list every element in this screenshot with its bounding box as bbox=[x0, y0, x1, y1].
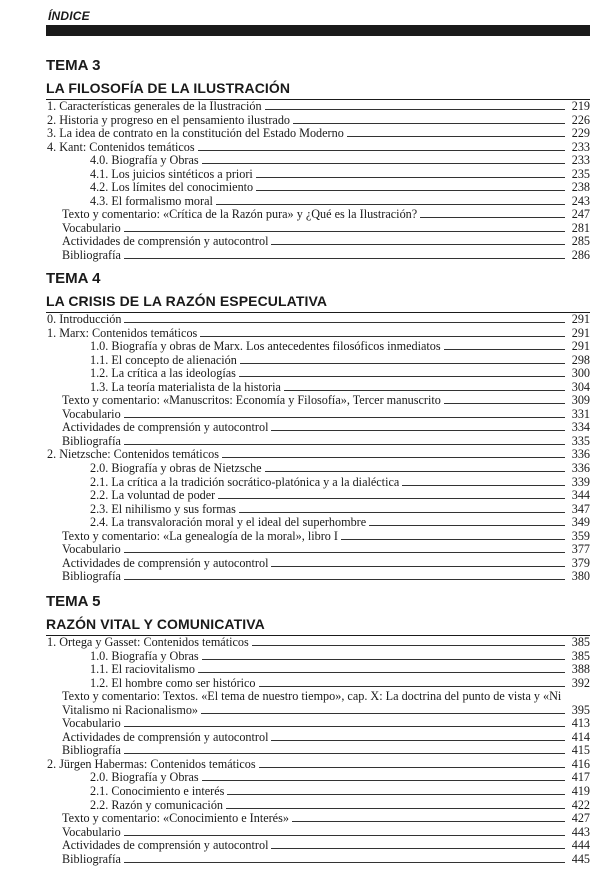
dot-leader bbox=[284, 390, 565, 391]
toc-entry bbox=[46, 530, 590, 544]
toc-entry bbox=[46, 195, 590, 209]
toc-entry bbox=[46, 717, 590, 731]
toc-entry bbox=[46, 367, 590, 381]
toc-entry-title: 1. Ortega y Gasset: Contenidos temáticos bbox=[47, 636, 249, 649]
toc-entry-title: Vocabulario bbox=[62, 825, 121, 839]
dot-leader bbox=[198, 672, 565, 673]
section-title: RAZÓN VITAL Y COMUNICATIVA bbox=[46, 616, 265, 632]
toc-page-number: 349 bbox=[571, 515, 590, 530]
toc-entry bbox=[46, 839, 590, 853]
dot-leader bbox=[271, 430, 565, 431]
toc-page-number: 298 bbox=[571, 352, 590, 367]
dot-leader bbox=[202, 659, 565, 660]
toc-entry-title: 2.3. El nihilismo y sus formas bbox=[90, 502, 236, 516]
toc-entry-title: Bibliografía bbox=[62, 744, 121, 758]
toc-page-number: 286 bbox=[571, 248, 590, 263]
header-rule bbox=[46, 25, 590, 36]
toc-entry bbox=[46, 394, 590, 408]
dot-leader bbox=[420, 217, 565, 218]
toc-page-number: 419 bbox=[571, 784, 590, 799]
section-tema-5 bbox=[46, 593, 590, 866]
toc-page-number: 335 bbox=[571, 433, 590, 448]
toc-entry bbox=[46, 340, 590, 354]
toc-page-number: 445 bbox=[571, 851, 590, 866]
toc-entry-title: 4.3. El formalismo moral bbox=[90, 194, 213, 208]
toc-entry bbox=[46, 313, 590, 327]
toc-entry bbox=[46, 235, 590, 249]
dot-leader bbox=[265, 471, 565, 472]
dot-leader bbox=[293, 123, 565, 124]
toc-entry bbox=[46, 826, 590, 840]
toc-entry bbox=[46, 421, 590, 435]
toc-page-number: 300 bbox=[571, 366, 590, 381]
toc-entry bbox=[46, 663, 590, 677]
toc-entry-title: 1. Características generales de la Ilustración bbox=[47, 100, 262, 113]
toc-entry bbox=[46, 462, 590, 476]
toc-entry-title: Texto y comentario: Textos. «El tema de nuestro tiempo», cap. X: La doctrina del punto de vista y «Ni bbox=[62, 689, 562, 704]
dot-leader bbox=[271, 244, 565, 245]
toc-entry-title: 1.3. La teoría materialista de la historia bbox=[90, 380, 281, 394]
toc-entry-title: 2.1. Conocimiento e interés bbox=[90, 785, 225, 799]
toc-entry-title: 1.1. El concepto de alienación bbox=[90, 353, 237, 367]
dot-leader bbox=[239, 512, 565, 513]
toc-page-number: 417 bbox=[571, 770, 590, 785]
dot-leader bbox=[124, 417, 565, 418]
toc-entry-title: 1.2. El hombre como ser histórico bbox=[90, 676, 256, 690]
toc-page-number: 444 bbox=[571, 838, 590, 853]
dot-leader bbox=[271, 740, 565, 741]
toc-page-number: 414 bbox=[571, 729, 590, 744]
section-kicker: TEMA 4 bbox=[46, 270, 101, 287]
section-title: LA CRISIS DE LA RAZÓN ESPECULATIVA bbox=[46, 293, 328, 309]
toc-list bbox=[46, 99, 590, 263]
toc-entry bbox=[46, 570, 590, 584]
toc-entry-title: 4. Kant: Contenidos temáticos bbox=[47, 140, 195, 154]
toc-entry-title: 2.0. Biografía y Obras bbox=[90, 771, 199, 785]
toc-page-number: 443 bbox=[571, 824, 590, 839]
toc-page-number: 219 bbox=[571, 99, 590, 113]
dot-leader bbox=[402, 485, 565, 486]
toc-page-number: 347 bbox=[571, 501, 590, 516]
toc-entry-title: 0. Introducción bbox=[47, 313, 122, 326]
dot-leader bbox=[222, 457, 565, 458]
toc-entry-title: 2. Historia y progreso en el pensamiento ilustrado bbox=[47, 113, 291, 127]
dot-leader bbox=[444, 349, 565, 350]
toc-entry bbox=[46, 168, 590, 182]
toc-entry-title: 2.0. Biografía y obras de Nietzsche bbox=[90, 462, 262, 476]
toc-entry-title: 1. Marx: Contenidos temáticos bbox=[47, 326, 198, 340]
toc-entry bbox=[46, 448, 590, 462]
toc-entry bbox=[46, 677, 590, 691]
toc-page-number: 247 bbox=[571, 207, 590, 222]
running-head: ÍNDICE bbox=[48, 9, 90, 23]
toc-entry bbox=[46, 799, 590, 813]
toc-entry-title: 4.2. Los límites del conocimiento bbox=[90, 181, 254, 195]
toc-entry-title: Vocabulario bbox=[62, 543, 121, 557]
dot-leader bbox=[341, 539, 565, 540]
dot-leader bbox=[259, 686, 565, 687]
dot-leader bbox=[259, 767, 565, 768]
toc-entry bbox=[46, 127, 590, 141]
dot-leader bbox=[252, 645, 565, 646]
toc-entry bbox=[46, 543, 590, 557]
toc-entry bbox=[46, 503, 590, 517]
toc-page-number: 336 bbox=[571, 447, 590, 462]
dot-leader bbox=[444, 403, 565, 404]
dot-leader bbox=[369, 525, 565, 526]
toc-page-number: 413 bbox=[571, 716, 590, 731]
toc-entry-title: Texto y comentario: «La genealogía de la moral», libro I bbox=[62, 529, 338, 543]
toc-page-number: 243 bbox=[571, 193, 590, 208]
toc-page-number: 416 bbox=[571, 756, 590, 771]
toc-entry bbox=[46, 141, 590, 155]
dot-leader bbox=[240, 363, 565, 364]
toc-entry bbox=[46, 636, 590, 650]
toc-entry-title: Actividades de comprensión y autocontrol bbox=[62, 235, 269, 249]
toc-entry-title: Vitalismo ni Racionalismo» bbox=[62, 703, 199, 717]
toc-entry bbox=[46, 327, 590, 341]
dot-leader bbox=[124, 726, 565, 727]
toc-entry bbox=[46, 853, 590, 867]
section-title: LA FILOSOFÍA DE LA ILUSTRACIÓN bbox=[46, 80, 291, 96]
toc-entry-title: 1.0. Biografía y obras de Marx. Los antecedentes filosóficos inmediatos bbox=[90, 340, 441, 354]
toc-entry bbox=[46, 489, 590, 503]
toc-page-number: 392 bbox=[571, 675, 590, 690]
toc-entry bbox=[46, 557, 590, 571]
toc-entry-title: Bibliografía bbox=[62, 852, 121, 866]
toc-page-number: 235 bbox=[571, 166, 590, 181]
toc-entry bbox=[46, 181, 590, 195]
toc-entry bbox=[46, 114, 590, 128]
dot-leader bbox=[271, 566, 565, 567]
toc-entry-title: 2.1. La crítica a la tradición socrático-platónica y a la dialéctica bbox=[90, 475, 400, 489]
toc-entry-title: 3. La idea de contrato en la constitución del Estado Moderno bbox=[47, 127, 344, 141]
dot-leader bbox=[239, 376, 565, 377]
toc-entry-title: Vocabulario bbox=[62, 221, 121, 235]
toc-entry-title: 4.0. Biografía y Obras bbox=[90, 154, 199, 168]
dot-leader bbox=[202, 163, 565, 164]
toc-entry bbox=[46, 650, 590, 664]
toc-page-number: 359 bbox=[571, 528, 590, 543]
toc-entry-title: Vocabulario bbox=[62, 717, 121, 731]
toc-entry bbox=[46, 744, 590, 758]
toc-entry-title: Bibliografía bbox=[62, 249, 121, 263]
dot-leader bbox=[226, 808, 565, 809]
dot-leader bbox=[124, 258, 565, 259]
section-tema-4 bbox=[46, 270, 590, 584]
toc-entry-title: 2. Nietzsche: Contenidos temáticos bbox=[47, 448, 219, 462]
dot-leader bbox=[124, 231, 565, 232]
toc-page-number: 379 bbox=[571, 555, 590, 570]
toc-entry-title: 1.2. La crítica a las ideologías bbox=[90, 367, 236, 381]
dot-leader bbox=[124, 579, 565, 580]
dot-leader bbox=[256, 190, 565, 191]
toc-page-number: 380 bbox=[571, 569, 590, 584]
toc-entry bbox=[46, 476, 590, 490]
toc-entry bbox=[46, 435, 590, 449]
toc-entry bbox=[46, 208, 590, 222]
dot-leader bbox=[216, 204, 565, 205]
dot-leader bbox=[198, 150, 565, 151]
toc-list bbox=[46, 312, 590, 584]
toc-page-number: 233 bbox=[571, 139, 590, 154]
toc-entry bbox=[46, 154, 590, 168]
toc-page-number: 344 bbox=[571, 488, 590, 503]
toc-page-number: 395 bbox=[571, 702, 590, 717]
toc-page-number: 339 bbox=[571, 474, 590, 489]
toc-page-number: 309 bbox=[571, 393, 590, 408]
toc-page-number: 291 bbox=[571, 312, 590, 326]
toc-entry-title: Actividades de comprensión y autocontrol bbox=[62, 556, 269, 570]
toc-entry bbox=[46, 704, 590, 718]
toc-entry bbox=[46, 222, 590, 236]
toc-entry bbox=[46, 100, 590, 114]
toc-entry bbox=[46, 249, 590, 263]
toc-entry-title: Actividades de comprensión y autocontrol bbox=[62, 421, 269, 435]
toc-page-number: 388 bbox=[571, 662, 590, 677]
dot-leader bbox=[202, 780, 565, 781]
toc-entry-title: Actividades de comprensión y autocontrol bbox=[62, 839, 269, 853]
toc-entry-title: Texto y comentario: «Manuscritos: Economía y Filosofía», Tercer manuscrito bbox=[62, 394, 441, 408]
toc-list bbox=[46, 635, 590, 866]
toc-page-number: 385 bbox=[571, 635, 590, 649]
toc-page-number: 304 bbox=[571, 379, 590, 394]
toc-entry-title: Texto y comentario: «Conocimiento e Interés» bbox=[62, 812, 289, 826]
toc-entry-title: 4.1. Los juicios sintéticos a priori bbox=[90, 167, 253, 181]
dot-leader bbox=[124, 322, 565, 323]
toc-entry-title: Texto y comentario: «Crítica de la Razón pura» y ¿Qué es la Ilustración? bbox=[62, 208, 418, 222]
toc-entry bbox=[46, 354, 590, 368]
toc-page-number: 415 bbox=[571, 743, 590, 758]
dot-leader bbox=[227, 794, 565, 795]
dot-leader bbox=[271, 848, 565, 849]
toc-page-number: 422 bbox=[571, 797, 590, 812]
dot-leader bbox=[200, 336, 565, 337]
dot-leader bbox=[124, 552, 565, 553]
dot-leader bbox=[292, 821, 565, 822]
toc-entry-title: Bibliografía bbox=[62, 434, 121, 448]
toc-page-number: 385 bbox=[571, 648, 590, 663]
toc-entry-title: 1.1. El raciovitalismo bbox=[90, 663, 195, 677]
toc-page-number: 427 bbox=[571, 811, 590, 826]
toc-entry-title: Vocabulario bbox=[62, 407, 121, 421]
toc-page-number: 285 bbox=[571, 234, 590, 249]
section-kicker: TEMA 3 bbox=[46, 57, 101, 74]
dot-leader bbox=[218, 498, 565, 499]
toc-page-number: 334 bbox=[571, 420, 590, 435]
toc-page-number: 281 bbox=[571, 220, 590, 235]
toc-entry-line1 bbox=[46, 690, 590, 704]
toc-entry-title: 2.4. La transvaloración moral y el ideal del superhombre bbox=[90, 516, 367, 530]
dot-leader bbox=[124, 835, 565, 836]
dot-leader bbox=[265, 109, 565, 110]
toc-entry-title: Actividades de comprensión y autocontrol bbox=[62, 730, 269, 744]
toc-page-number: 238 bbox=[571, 180, 590, 195]
toc-page-number: 226 bbox=[571, 112, 590, 127]
section-tema-3 bbox=[46, 57, 590, 263]
toc-entry bbox=[46, 381, 590, 395]
toc-page-number: 233 bbox=[571, 153, 590, 168]
section-kicker: TEMA 5 bbox=[46, 593, 101, 610]
toc-entry bbox=[46, 771, 590, 785]
toc-entry-title: 1.0. Biografía y Obras bbox=[90, 649, 199, 663]
toc-entry-title: 2. Jürgen Habermas: Contenidos temáticos bbox=[47, 757, 256, 771]
toc-entry bbox=[46, 812, 590, 826]
toc-page-number: 291 bbox=[571, 339, 590, 354]
toc-entry bbox=[46, 758, 590, 772]
toc-page-number: 229 bbox=[571, 126, 590, 141]
dot-leader bbox=[347, 136, 565, 137]
toc-entry-title: 2.2. Razón y comunicación bbox=[90, 798, 224, 812]
dot-leader bbox=[124, 862, 565, 863]
toc-page-number: 377 bbox=[571, 542, 590, 557]
toc-entry-title: 2.2. La voluntad de poder bbox=[90, 489, 216, 503]
dot-leader bbox=[256, 177, 565, 178]
toc-entry bbox=[46, 408, 590, 422]
toc-page-number: 291 bbox=[571, 325, 590, 340]
toc-page-number: 336 bbox=[571, 461, 590, 476]
dot-leader bbox=[124, 753, 565, 754]
dot-leader bbox=[201, 713, 565, 714]
toc-page-number: 331 bbox=[571, 406, 590, 421]
toc-entry bbox=[46, 785, 590, 799]
toc-entry bbox=[46, 516, 590, 530]
dot-leader bbox=[124, 444, 565, 445]
toc-entry bbox=[46, 731, 590, 745]
toc-entry-title: Bibliografía bbox=[62, 570, 121, 584]
